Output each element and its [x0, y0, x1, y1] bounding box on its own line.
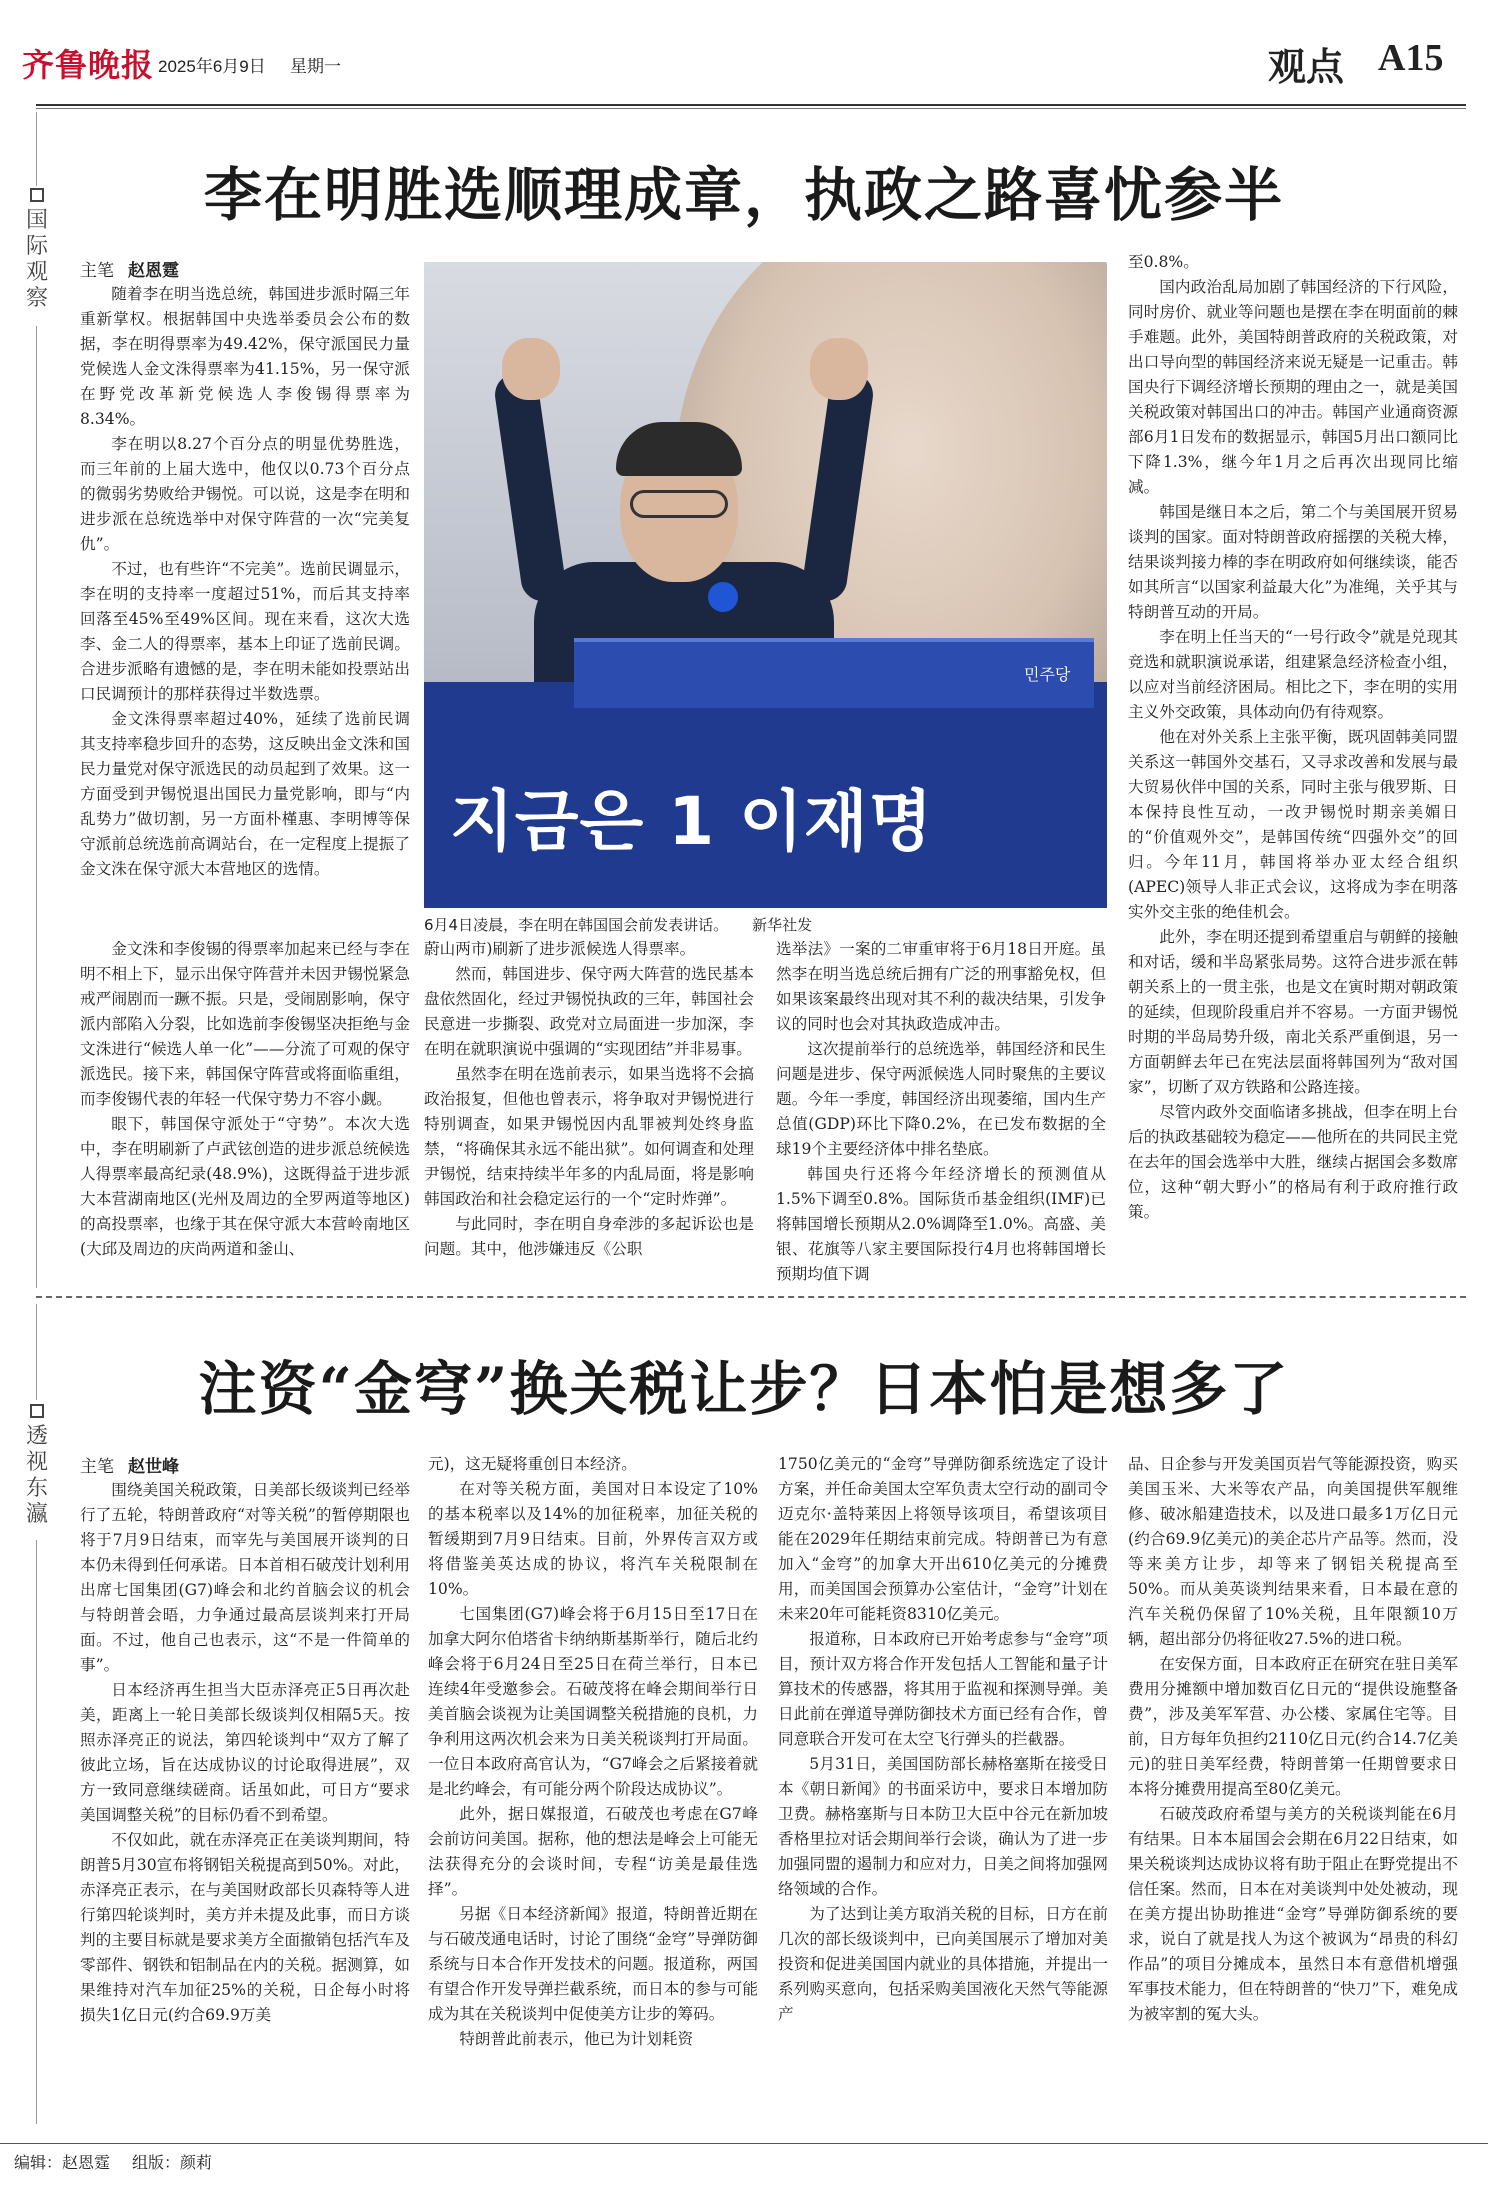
column-label-text: 透 视 东 瀛 — [25, 1424, 48, 1527]
paragraph: 在安保方面，日本政府正在研究在驻日美军费用分摊额中增加数百亿日元的“提供设施整备费”，涉及美军军营、办公楼、家属住宅等。目前，日方每年负担约2110亿日元(约合14.7亿美元)的驻日美军经费，特朗普第一任期曾要求日本将分摊费用提高至80亿美元。 — [1128, 1655, 1458, 1798]
paragraph: 尽管内政外交面临诸多挑战，但李在明上台后的执政基础较为稳定——他所在的共同民主党在去年的国会选举中大胜，继续占据国会多数席位，这种“朝大野小”的格局有利于政府推行政策。 — [1128, 1103, 1458, 1221]
paragraph: 眼下，韩国保守派处于“守势”。本次大选中，李在明刷新了卢武铉创造的进步派总统候选人得票率最高纪录(48.9%)，这既得益于进步派大本营湖南地区(光州及周边的全罗两道等地区)的高投票率，也缘于其在保守派大本营岭南地区(大邱及周边的庆尚两道和釜山、 — [80, 1115, 410, 1258]
article1-column-1 — [80, 282, 410, 882]
podium — [574, 638, 1094, 708]
paragraph: 至0.8%。 — [1128, 253, 1199, 271]
paragraph: 不仅如此，就在赤泽亮正在美谈判期间，特朗普5月30宣布将钢铝关税提高到50%。对此，赤泽亮正表示，在与美国财政部长贝森特等人进行第四轮谈判时，美方并未提及此事，而日方谈判的主要目标就是要求美方全面撤销包括汽车及零部件、钢铁和铝制品在内的关税。据测算，如果维持对汽车加征25%的关税，日企每小时将损失1亿日元(约合69.9万美 — [80, 1831, 410, 2024]
paragraph: 5月31日，美国国防部长赫格塞斯在接受日本《朝日新闻》的书面采访中，要求日本增加防卫费。赫格塞斯与日本防卫大臣中谷元在新加坡香格里拉对话会期间举行会谈，确认为了进一步加强同盟的遏制力和应对力，日美之间将加强网络领域的合作。 — [778, 1755, 1108, 1898]
paragraph: 特朗普此前表示，他已为计划耗资 — [459, 2030, 694, 2048]
microphone-icon — [708, 582, 738, 612]
banner-text: 지금은 1 이재명 — [450, 783, 934, 860]
article2-column-4 — [1128, 1452, 1458, 2027]
paragraph: 1750亿美元的“金穹”导弹防御系统选定了设计方案，并任命美国太空军负责太空行动的副司令迈克尔·盖特莱因上将领导该项目，希望该项目能在2029年任期结束前完成。特朗普已为有意加入“金穹”的加拿大开出610亿美元的分摊费用，而美国国会预算办公室估计，“金穹”计划在未来20年可能耗资8310亿美元。 — [778, 1455, 1108, 1623]
top-rule — [36, 104, 1466, 106]
paragraph: 不过，也有些许“不完美”。选前民调显示，李在明的支持率一度超过51%，而后其支持率回落至45%至49%区间。现在来看，这次大选李、金二人的得票率，基本上印证了选前民调。合进步派略有遗憾的是，李在明未能如投票站出口民调预计的那样获得过半数选票。 — [80, 560, 410, 703]
byline-role: 主笔 — [80, 261, 114, 281]
paragraph: 日本经济再生担当大臣赤泽亮正5日再次赴美，距离上一轮日美部长级谈判仅相隔5天。按照赤泽亮正的说法，第四轮谈判中“双方了解了彼此立场，旨在达成协议的讨论取得进展”，双方一致同意继续磋商。话虽如此，可日方“要求美国调整关税”的目标仍看不到希望。 — [80, 1681, 410, 1824]
top-rule-thin — [36, 108, 1466, 109]
paragraph: 李在明上任当天的“一号行政令”就是兑现其竞选和就职演说承诺，组建紧急经济检查小组，以应对当前经济困局。相比之下，李在明的实用主义外交政策，具体动向仍有待观察。 — [1128, 628, 1458, 721]
paragraph: 此外，据日媒报道，石破茂也考虑在G7峰会前访问美国。据称，他的想法是峰会上可能无法获得充分的会谈时间，专程“访美是最佳选择”。 — [428, 1805, 758, 1898]
paragraph: 韩国央行还将今年经济增长的预测值从1.5%下调至0.8%。国际货币基金组织(IMF)已将韩国增长预期从2.0%调降至1.0%。高盛、美银、花旗等八家主要国际投行4月也将韩国增长预期均值下调 — [776, 1165, 1106, 1283]
byline-2 — [80, 1452, 179, 1477]
footer — [14, 2150, 212, 2173]
paragraph: 金文洙和李俊锡的得票率加起来已经与李在明不相上下，显示出保守阵营并未因尹锡悦紧急戒严闹剧而一蹶不振。只是，受闹剧影响，保守派内部陷入分裂，比如选前李俊锡坚决拒绝与金文洙进行“候选人单一化”——分流了可观的保守派选民。接下来，韩国保守阵营或将面临重组，而李俊锡代表的年轻一代保守势力不容小觑。 — [80, 940, 410, 1108]
article2-column-1 — [80, 1478, 410, 2028]
news-photo — [424, 262, 1107, 908]
paragraph: 他在对外关系上主张平衡，既巩固韩美同盟关系这一韩国外交基石，又寻求改善和发展与最大贸易伙伴中国的关系，同时主张与俄罗斯、日本保持良性互动，一改尹锡悦时期亲美媚日的“价值观外交”，是韩国传统“四强外交”的回归。今年11月，韩国将举办亚太经合组织(APEC)领导人非正式会议，这将成为李在明落实外交主张的绝佳机会。 — [1128, 728, 1458, 921]
page-number: A15 — [1378, 37, 1444, 79]
byline-role: 主笔 — [80, 1457, 114, 1477]
issue-weekday: 星期一 — [290, 57, 341, 76]
editor-credit: 编辑：赵恩霆 — [14, 2153, 111, 2172]
paragraph: 随着李在明当选总统，韩国进步派时隔三年重新掌权。根据韩国中央选举委员会公布的数据，李在明得票率为49.42%，保守派国民力量党候选人金文洙得票率为41.15%，另一保守派在野党改革新党候选人李俊锡得票率为8.34%。 — [80, 285, 410, 428]
photo-credit: 新华社发 — [752, 916, 813, 934]
paragraph: 蔚山两市)刷新了进步派候选人得票率。 — [424, 940, 696, 958]
paragraph: 然而，韩国进步、保守两大阵营的选民基本盘依然固化，经过尹锡悦执政的三年，韩国社会民意进一步撕裂、政党对立局面进一步加深，李在明在就职演说中强调的“实现团结”并非易事。 — [424, 965, 754, 1058]
paragraph: 选举法》一案的二审重审将于6月18日开庭。虽然李在明当选总统后拥有广泛的刑事豁免权，但如果该案最终出现对其不利的裁决结果，引发争议的同时也会对其执政造成冲击。 — [776, 940, 1106, 1033]
paragraph: 韩国是继日本之后，第二个与美国展开贸易谈判的国家。面对特朗普政府摇摆的关税大棒，结果谈判接力棒的李在明政府如何继续谈，能否如其所言“以国家利益最大化”为准绳，关乎其与特朗普互动的开局。 — [1128, 503, 1458, 621]
paragraph: 此外，李在明还提到希望重启与朝鲜的接触和对话，缓和半岛紧张局势。这符合进步派在韩朝关系上的一贯主张，也是文在寅时期对朝政策的延续，但现阶段重启并不容易。一方面尹锡悦时期的半岛局势升级，南北关系严重倒退，另一方面朝鲜去年已在宪法层面将韩国列为“敌对国家”，切断了双方铁路和公路连接。 — [1128, 928, 1458, 1096]
left-rule — [36, 1540, 37, 2124]
paragraph: 报道称，日本政府已开始考虑参与“金穹”项目，预计双方将合作开发包括人工智能和量子计算技术的传感器，将其用于监视和探测导弹。美日此前在弹道导弹防御技术方面已经有合作，曾同意联合开发可在太空飞行弹头的拦截器。 — [778, 1630, 1108, 1748]
footer-rule — [0, 2143, 1488, 2144]
paragraph: 这次提前举行的总统选举，韩国经济和民生问题是进步、保守两派候选人同时聚焦的主要议题。今年一季度，韩国经济出现萎缩，国内生产总值(GDP)环比下降0.2%，在已发布数据的全球19个主要经济体中排名垫底。 — [776, 1040, 1106, 1158]
paragraph: 李在明以8.27个百分点的明显优势胜选，而三年前的上届大选中，他仅以0.73个百分点的微弱劣势败给尹锡悦。可以说，这是李在明和进步派在总统选举中对保守阵营的一次“完美复仇”。 — [80, 435, 410, 553]
paragraph: 国内政治乱局加剧了韩国经济的下行风险，同时房价、就业等问题也是摆在李在明面前的棘手难题。此外，美国特朗普政府的关税政策，对出口导向型的韩国经济来说无疑是一记重击。韩国央行下调经济增长预期的理由之一，就是美国关税政策对韩国出口的冲击。韩国产业通商资源部6月1日发布的数据显示，韩国5月出口额同比下降1.3%，继今年1月之后再次出现同比缩减。 — [1128, 278, 1458, 496]
byline-author: 赵恩霆 — [128, 261, 179, 281]
article2-column-2 — [428, 1452, 758, 2052]
byline-1 — [80, 256, 179, 281]
paragraph: 为了达到让美方取消关税的目标，日方在前几次的部长级谈判中，已向美国展示了增加对美投资和促进美国国内就业的具体措施，并提出一系列购买意向，包括采购美国液化天然气等能源产 — [778, 1905, 1108, 2023]
paragraph: 在对等关税方面，美国对日本设定了10%的基本税率以及14%的加征税率，加征关税的暂缓期到7月9日结束。目前，外界传言双方或将借鉴美英达成的协议，将汽车关税限制在10%。 — [428, 1480, 758, 1598]
headline-1: 李在明胜选顺理成章，执政之路喜忧参半 — [203, 161, 1284, 229]
byline-author: 赵世峰 — [128, 1457, 179, 1477]
article1-column-3 — [424, 937, 754, 1262]
photo-caption — [424, 914, 1107, 935]
section-name: 观点 — [1268, 44, 1345, 89]
issue-date: 2025年6月9日 — [158, 57, 266, 76]
article1-column-5 — [1128, 250, 1458, 1225]
paragraph: 围绕美国关税政策，日美部长级谈判已经举行了五轮，特朗普政府“对等关税”的暂停期限也将于7月9日结束，而宰先与美国展开谈判的日本仍未得到任何承诺。日本首相石破茂计划利用出席七国集团(G7)峰会和北约首脑会议的机会与特朗普会晤，力争通过最高层谈判来打开局面。不过，他自己也表示，这“不是一件简单的事”。 — [80, 1481, 410, 1674]
masthead — [0, 0, 1488, 110]
headline-2: 注资“金穹”换关税让步？日本怕是想多了 — [198, 1355, 1290, 1423]
paragraph: 虽然李在明在选前表示，如果当选将不会搞政治报复，但他也曾表示，将争取对尹锡悦进行特别调查，如果尹锡悦因内乱罪被判处终身监禁，“将确保其永远不能出狱”。如何调查和处理尹锡悦，结束持续半年多的内乱局面，将是影响韩国政治和社会稳定运行的一个“定时炸弹”。 — [424, 1065, 754, 1208]
paragraph: 与此同时，李在明自身牵涉的多起诉讼也是问题。其中，他涉嫌违反《公职 — [424, 1215, 754, 1258]
caption-text: 6月4日凌晨，李在明在韩国国会前发表讲话。 — [424, 916, 729, 934]
article-divider — [36, 1296, 1466, 1298]
paragraph: 品、日企参与开发美国页岩气等能源投资，购买美国玉米、大米等农产品，向美国提供军舰维修、破冰船建造技术，以及进口最多1万亿日元(约合69.9亿美元)的美企芯片产品等。然而，没等来美方让步，却等来了钢铝关税提高至50%。而从美英谈判结果来看，日本最在意的汽车关税仍保留了10%关税，且年限额10万辆，超出部分仍将征收27.5%的进口税。 — [1128, 1455, 1458, 1648]
paragraph: 石破茂政府希望与美方的关税谈判能在6月有结果。日本本届国会会期在6月22日结束，如果关税谈判达成协议将有助于阻止在野党提出不信任案。然而，日本在对美谈判中处处被动，现在美方提出协助推进“金穹”导弹防御系统的要求，说白了就是找人为这个被讽为“昂贵的科幻作品”的项目分摊成本，虽然日本有意借机增强军事技术能力，但在特朗普的“快刀”下，难免成为被宰割的冤大头。 — [1128, 1805, 1458, 2023]
paragraph: 元)，这无疑将重创日本经济。 — [428, 1455, 637, 1473]
column-label-text: 国 际 观 察 — [25, 208, 48, 311]
designer-credit: 组版：颜莉 — [132, 2153, 213, 2172]
article1-column-2 — [80, 937, 410, 1262]
article2-column-3 — [778, 1452, 1108, 2027]
article1-column-4 — [776, 937, 1106, 1287]
left-rule — [36, 326, 37, 1288]
paragraph: 金文洙得票率超过40%，延续了选前民调其支持率稳步回升的态势，这反映出金文洙和国民力量党对保守派选民的动员起到了效果。这一方面受到尹锡悦退出国民力量党影响，即与“内乱势力”做切割，另一方面朴槿惠、李明博等保守派前总统选前高调站台，在一定程度上提振了金文洙在保守派大本营地区的选情。 — [80, 710, 410, 878]
paragraph: 另据《日本经济新闻》报道，特朗普近期在与石破茂通电话时，讨论了围绕“金穹”导弹防御系统与日本合作开发技术的问题。报道称，两国有望合作开发导弹拦截系统，而日本的参与可能成为其在关税谈判中促使美方让步的筹码。 — [428, 1905, 758, 2023]
party-logo: 민주당 — [1024, 665, 1071, 684]
paragraph: 七国集团(G7)峰会将于6月15日至17日在加拿大阿尔伯塔省卡纳纳斯基斯举行，随后北约峰会将于6月24日至25日在荷兰举行，日本已连续4年受邀参会。石破茂将在峰会期间举行日美首脑会谈视为让美国调整关税措施的良机，力争利用这两次机会来为日美关税谈判打开局面。一位日本政府高官认为，“G7峰会之后紧接着就是北约峰会，有可能分两个阶段达成协议”。 — [428, 1605, 758, 1798]
newspaper-logo: 齐鲁晚报 — [22, 46, 155, 84]
